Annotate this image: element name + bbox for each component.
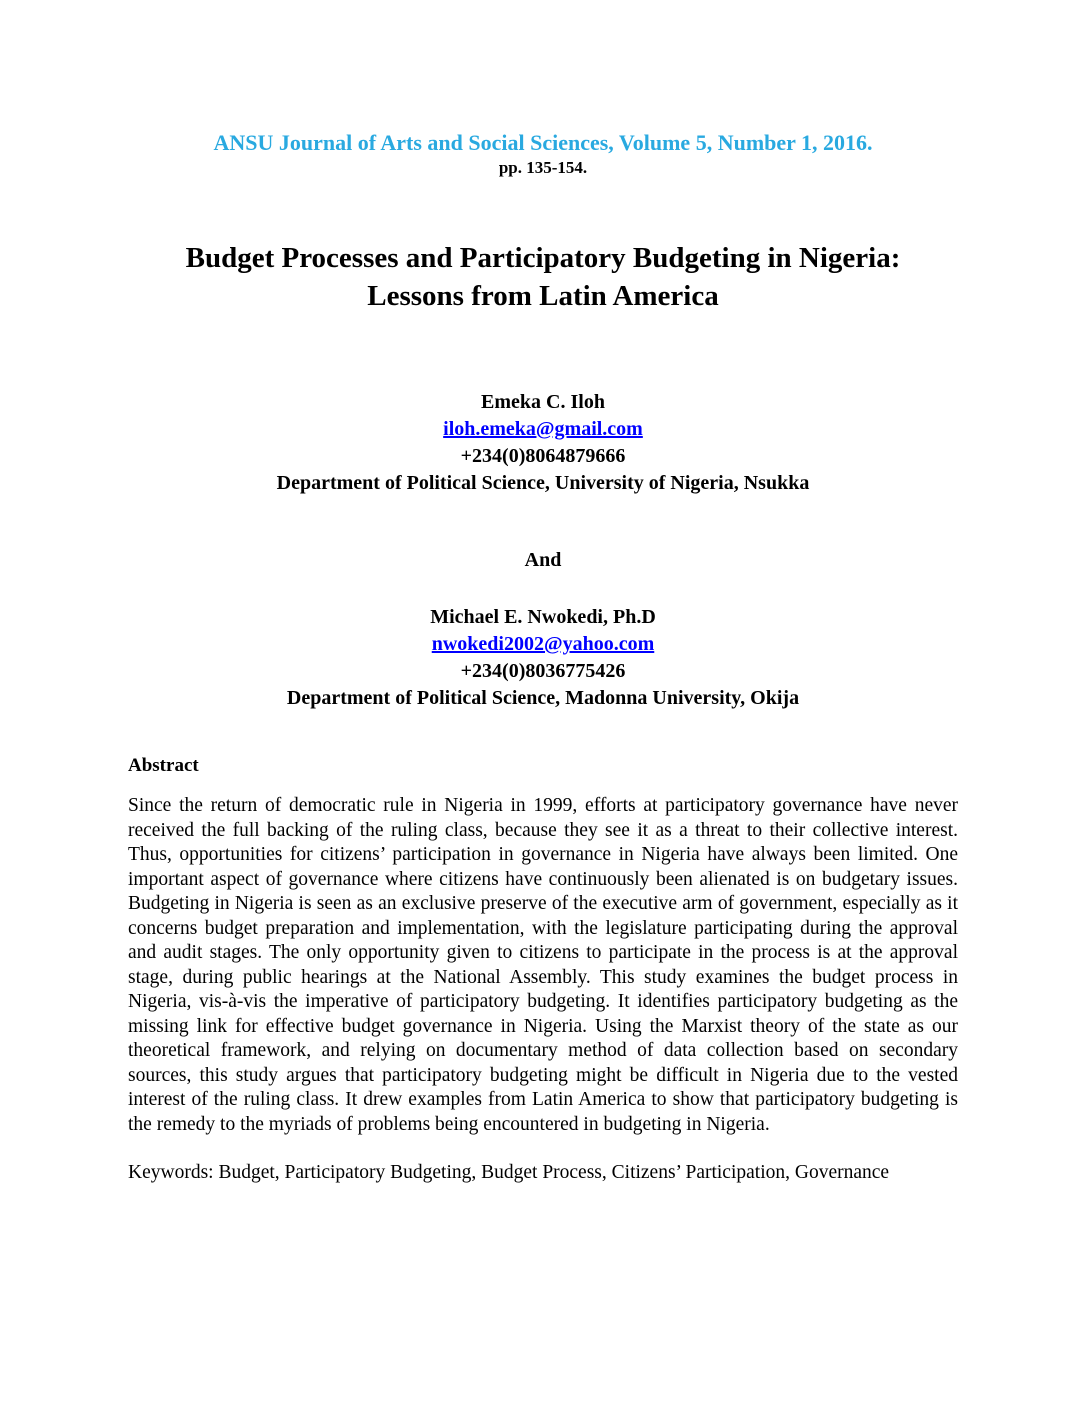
author-block-1 (128, 389, 958, 497)
paper-title-line-2: Lessons from Latin America (367, 280, 719, 312)
author-block-2 (128, 604, 958, 712)
author-email-row (128, 416, 958, 443)
abstract-heading: Abstract (128, 755, 199, 776)
author-email-row (128, 631, 958, 658)
author-email-link[interactable]: iloh.emeka@gmail.com (443, 418, 643, 440)
author-phone: +234(0)8064879666 (460, 445, 626, 467)
journal-header: ANSU Journal of Arts and Social Sciences, Volume 5, Number 1, 2016. (213, 130, 873, 155)
authors-connector: And (524, 549, 562, 571)
paper-title-line-1: Budget Processes and Participatory Budgeting in Nigeria: (185, 242, 901, 274)
paper-title (128, 239, 958, 315)
author-affiliation: Department of Political Science, University of Nigeria, Nsukka (276, 472, 810, 494)
author-name: Michael E. Nwokedi, Ph.D (430, 606, 656, 628)
abstract-text: Since the return of democratic rule in Nigeria in 1999, efforts at participatory governance have never received the full backing of the ruling class, because they see it as a threat to their collective interest. Thus, opportunities for citizens’ participation in governance in Nigeria have always been limited. One important aspect of governance where citizens have continuously been alienated is on budgetary issues. Budgeting in Nigeria is seen as an exclusive preserve of the executive arm of government, especially as it concerns budget preparation and implementation, with the legislature participating during the approval and audit stages. The only opportunity given to citizens to participate in the process is at the approval stage, during public hearings at the National Assembly. This study examines the budget process in Nigeria, vis-à-vis the imperative of participatory budgeting. It identifies participatory budgeting as the missing link for effective budget governance in Nigeria. Using the Marxist theory of the state as our theoretical framework, and relying on documentary method of data collection based on secondary sources, this study argues that participatory budgeting might be difficult in Nigeria due to the vested interest of the ruling class. It drew examples from Latin America to show that participatory budgeting is the remedy to the myriads of problems being encountered in budgeting in Nigeria. (128, 795, 958, 1135)
page-range: pp. 135-154. (498, 158, 588, 177)
author-affiliation: Department of Political Science, Madonna University, Okija (286, 687, 800, 709)
author-email-link[interactable]: nwokedi2002@yahoo.com (431, 633, 655, 655)
keywords-line: Keywords: Budget, Participatory Budgeting, Budget Process, Citizens’ Participation, Governance (128, 1162, 890, 1183)
author-phone: +234(0)8036775426 (460, 660, 626, 682)
author-name: Emeka C. Iloh (481, 391, 605, 413)
